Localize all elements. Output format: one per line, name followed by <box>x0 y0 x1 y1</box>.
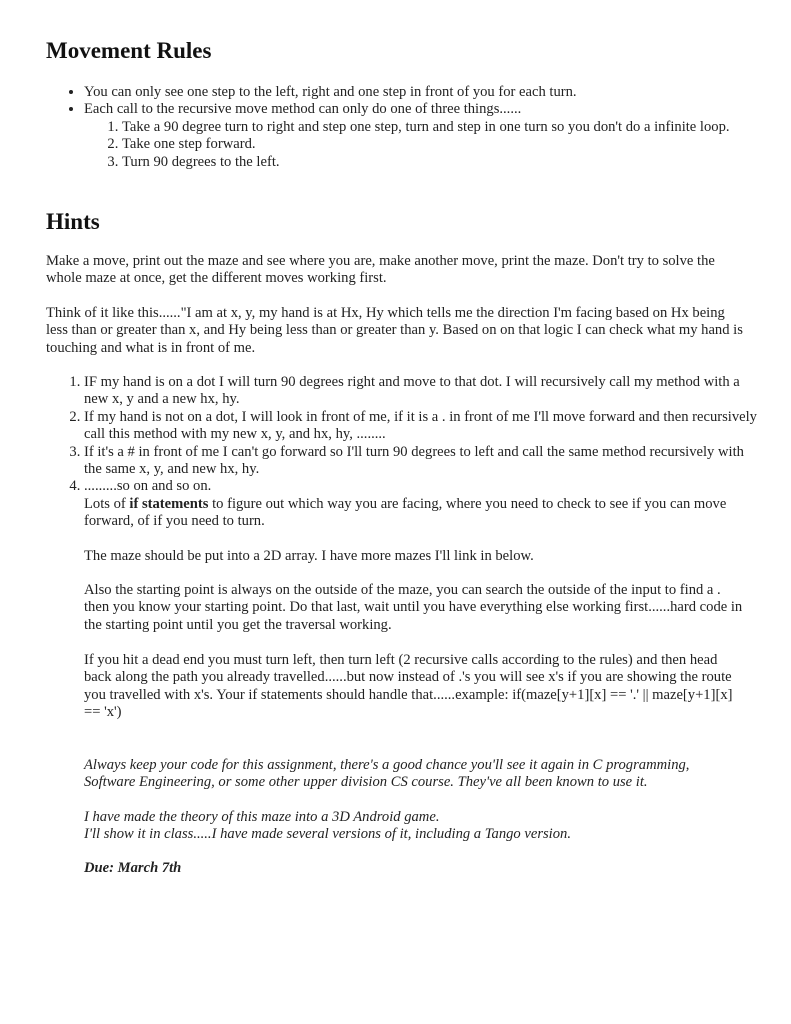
rule-sub-list <box>84 119 774 171</box>
hint-paragraph-android-game <box>84 809 744 844</box>
rule-item-text: Each call to the recursive move method can only do one of three things...... <box>84 101 522 118</box>
hint-paragraph-think: Think of it like this......"I am at x, y, my hand is at Hx, Hy which tells me the direction I'm facing based on Hx being less than or greater than x, and Hy being less than or greater than y. Based on on that logic I can check what my hand is touching and what is in front of me. <box>46 305 743 356</box>
hint-step: 3. If it's a # in front of me I can't go forward so I'll turn 90 degrees to left and call the same method recursively with the same x, y, and new hx, hy. <box>84 444 764 479</box>
lots-suffix: to figure out which way you are facing, where you need to check to see if you can move forward, of if you need to turn. <box>84 496 727 530</box>
hint-paragraph-dead-end: If you hit a dead end you must turn left, then turn left (2 recursive calls according to the rules) and then head back along the path you already travelled......but now instead of .'s you will see x's if you are showing the route you travelled with x's. Your if statements should handle that......example: if(maze[y+1][x] == '.' || maze[y+1][x] == 'x') <box>84 652 733 721</box>
hint-paragraph-starting-point: Also the starting point is always on the outside of the maze, you can search the outside of the input to find a . then you know your starting point. Do that last, wait until you have everything else working first......hard code in the starting point until you get the traversal working. <box>84 582 743 633</box>
movement-rules-heading: Movement Rules <box>46 38 212 63</box>
lots-prefix: Lots of <box>84 496 130 512</box>
android-game-line: I have made the theory of this maze into a 3D Android game. <box>84 809 440 825</box>
hint-step: 2. If my hand is not on a dot, I will look in front of me, if it is a . in front of me I'll move forward and then recursively call this method with my new x, y, and hx, hy, ........ <box>84 409 764 444</box>
tango-version-line: I'll show it in class.....I have made several versions of it, including a Tango version. <box>84 826 571 843</box>
if-statements-bold: if statements <box>129 496 209 512</box>
hints-heading: Hints <box>46 209 100 234</box>
hint-paragraph-if-statements <box>84 496 744 531</box>
hint-step: 4. .........so on and so on. <box>84 478 764 495</box>
hint-paragraph-keep-code: Always keep your code for this assignment, there's a good chance you'll see it again in C programming, Software Engineering, or some other upper division CS course. They've all been known to use it. <box>84 757 690 791</box>
rule-sub-item: 3. Turn 90 degrees to the left. <box>122 154 774 171</box>
rule-sub-item: 1. Take a 90 degree turn to right and step one step, turn and step in one turn so you don't do a infinite loop. <box>122 119 774 136</box>
hint-steps-list <box>46 374 764 496</box>
hint-paragraph-2d-array: The maze should be put into a 2D array. I have more mazes I'll link in below. <box>84 548 534 564</box>
due-date: Due: March 7th <box>84 860 182 876</box>
rule-item: • You can only see one step to the left, right and one step in front of you for each turn. <box>84 84 774 101</box>
hint-paragraph-move: Make a move, print out the maze and see where you are, make another move, print the maze. Don't try to solve the whole maze at once, get the different moves working first. <box>46 253 715 287</box>
rule-item <box>84 101 774 171</box>
movement-rules-list <box>46 84 774 171</box>
rule-sub-item: 2. Take one step forward. <box>122 136 774 153</box>
hint-step: 1. IF my hand is on a dot I will turn 90 degrees right and move to that dot. I will recursively call my method with a new x, y and a new hx, hy. <box>84 374 764 409</box>
